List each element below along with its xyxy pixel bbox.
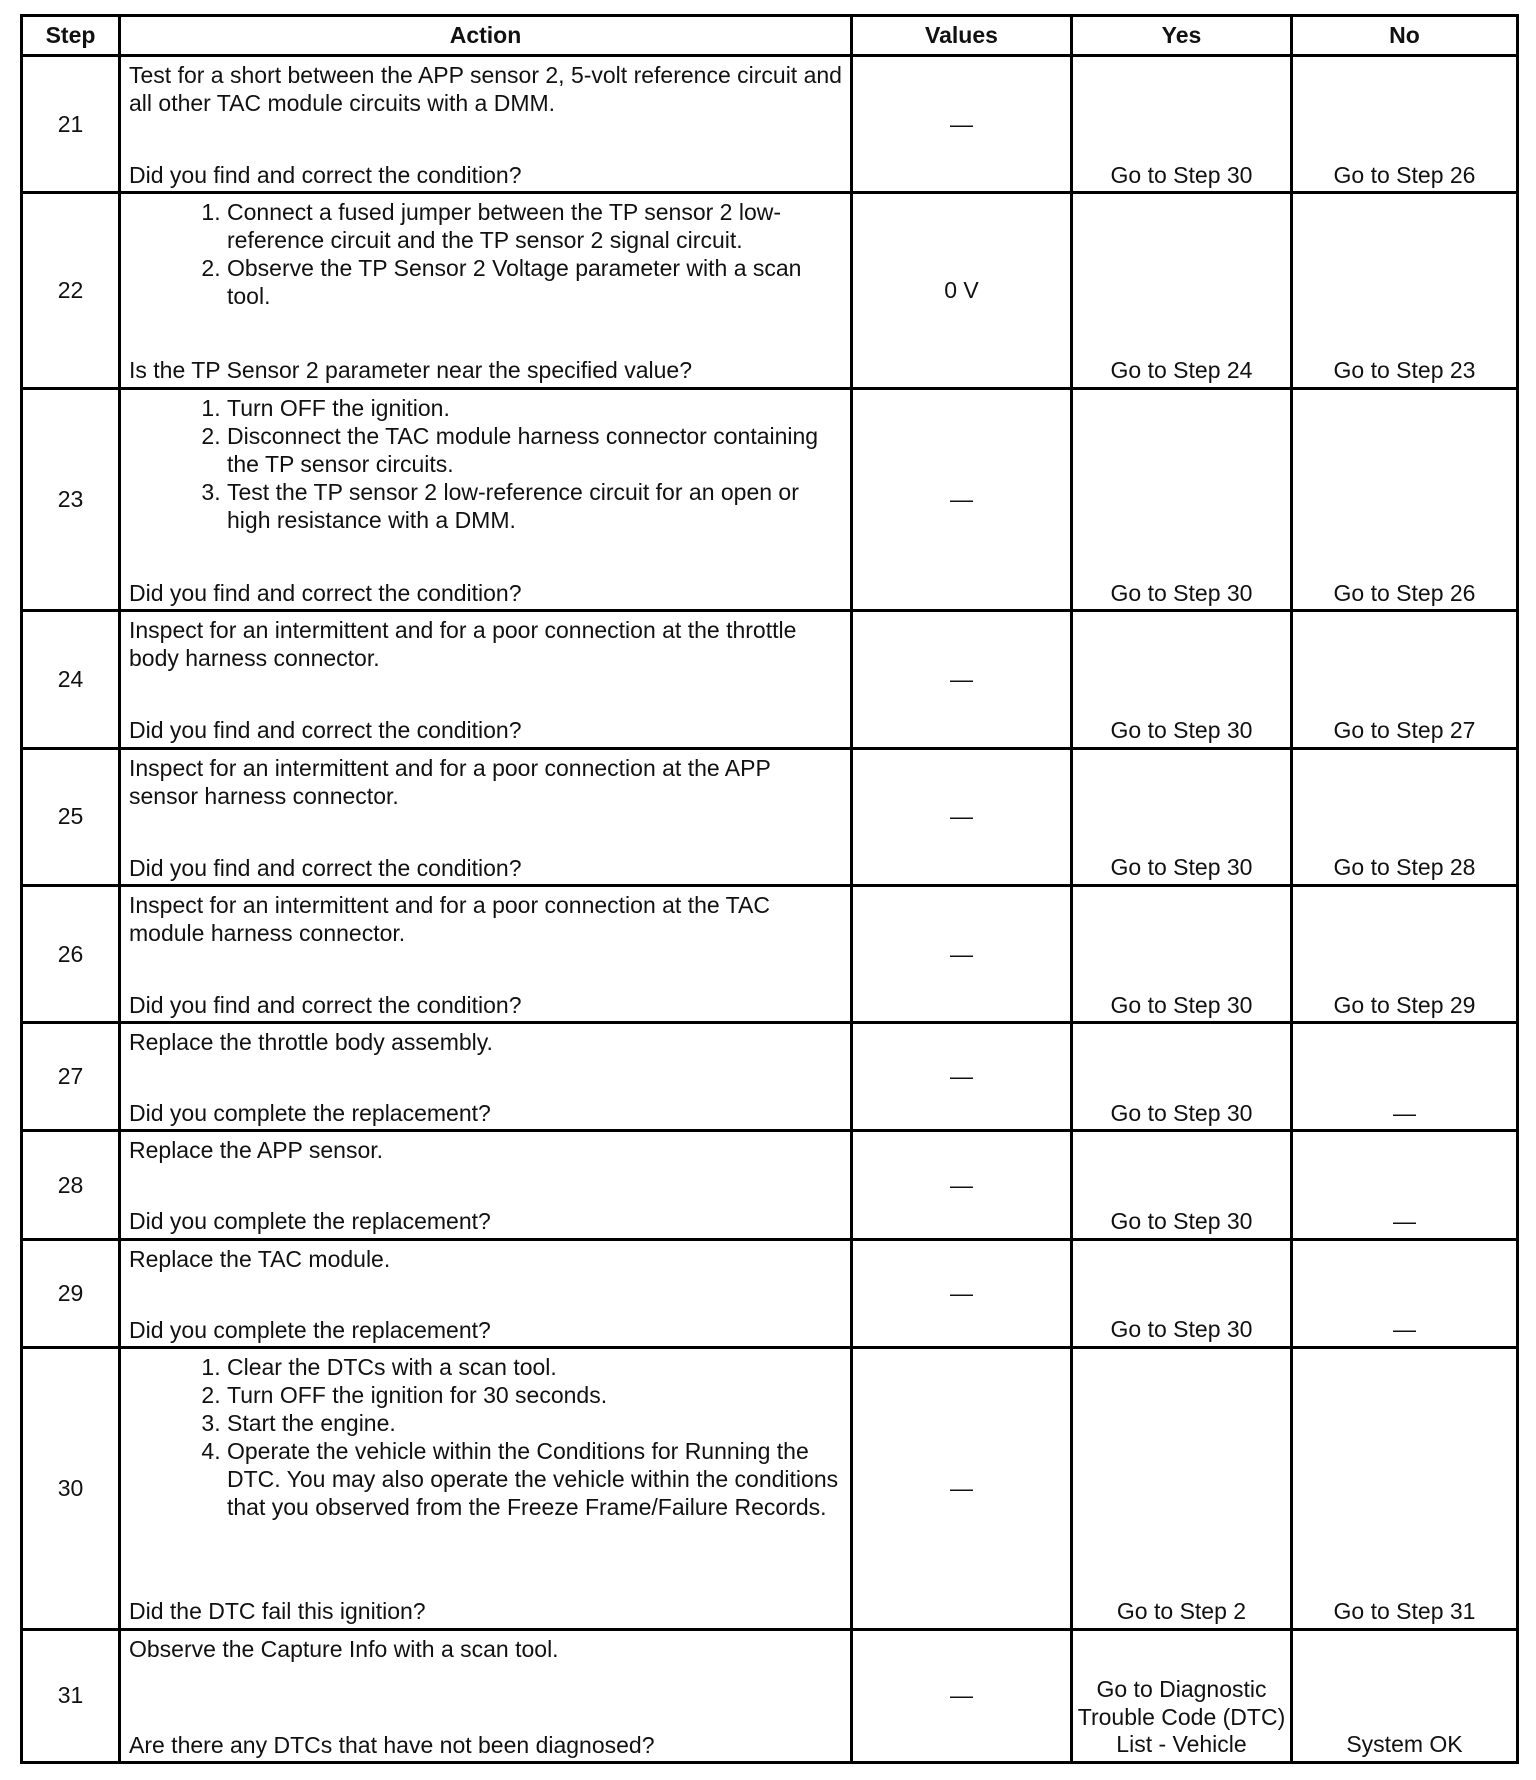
no-cell: Go to Step 27 <box>1292 611 1518 748</box>
table-row <box>22 1347 1518 1629</box>
action-question: Did you find and correct the condition? <box>129 717 522 744</box>
action-cell <box>120 1629 852 1762</box>
table-row <box>22 1131 1518 1239</box>
action-text: Replace the APP sensor. <box>129 1137 384 1164</box>
action-text: Replace the TAC module. <box>129 1245 391 1272</box>
value-cell: — <box>852 1347 1072 1629</box>
no-cell: Go to Step 28 <box>1292 748 1518 885</box>
yes-cell: Go to Step 24 <box>1072 193 1292 388</box>
header-yes: Yes <box>1072 16 1292 56</box>
step-number: 31 <box>22 1629 120 1762</box>
action-cell <box>120 56 852 193</box>
value-cell: — <box>852 388 1072 611</box>
yes-cell: Go to Step 30 <box>1072 1239 1292 1347</box>
step-number: 24 <box>22 611 120 748</box>
value-cell: — <box>852 885 1072 1022</box>
action-question: Did you complete the replacement? <box>129 1316 491 1343</box>
no-cell: System OK <box>1292 1629 1518 1762</box>
table-row <box>22 1239 1518 1347</box>
action-text: Replace the throttle body assembly. <box>129 1029 493 1056</box>
no-cell: Go to Step 29 <box>1292 885 1518 1022</box>
value-cell: — <box>852 1239 1072 1347</box>
action-text: Test for a short between the APP sensor 2, 5-volt reference circuit and all other TAC module circuits with a DMM. <box>129 62 842 117</box>
no-cell: — <box>1292 1023 1518 1131</box>
yes-cell: Go to Step 30 <box>1072 885 1292 1022</box>
table-row <box>22 193 1518 388</box>
action-cell <box>120 388 852 611</box>
value-cell: — <box>852 748 1072 885</box>
action-question: Did you find and correct the condition? <box>129 161 522 188</box>
action-cell <box>120 1347 852 1629</box>
action-question: Did you complete the replacement? <box>129 1208 491 1235</box>
yes-cell: Go to Step 30 <box>1072 388 1292 611</box>
procedure-list <box>129 394 844 534</box>
procedure-item: 2. Observe the TP Sensor 2 Voltage parameter with a scan tool. <box>227 254 844 310</box>
action-question: Did the DTC fail this ignition? <box>129 1597 426 1624</box>
procedure-item: 3. Test the TP sensor 2 low-reference circuit for an open or high resistance with a DMM. <box>227 478 844 534</box>
action-text: Inspect for an intermittent and for a poor connection at the throttle body harness connector. <box>129 617 797 672</box>
no-cell: — <box>1292 1131 1518 1239</box>
header-step: Step <box>22 16 120 56</box>
header-action: Action <box>120 16 852 56</box>
step-number: 27 <box>22 1023 120 1131</box>
action-text: Inspect for an intermittent and for a poor connection at the APP sensor harness connector. <box>129 754 771 809</box>
action-question: Is the TP Sensor 2 parameter near the specified value? <box>129 357 692 384</box>
action-cell <box>120 748 852 885</box>
action-text: Inspect for an intermittent and for a poor connection at the TAC module harness connector. <box>129 891 770 946</box>
procedure-list <box>129 1353 844 1521</box>
action-question: Did you complete the replacement? <box>129 1100 491 1127</box>
step-number: 22 <box>22 193 120 388</box>
procedure-item: 2. Disconnect the TAC module harness connector containing the TP sensor circuits. <box>227 422 844 478</box>
value-cell: — <box>852 56 1072 193</box>
action-question: Did you find and correct the condition? <box>129 991 522 1018</box>
value-cell: — <box>852 1629 1072 1762</box>
table-row <box>22 1629 1518 1762</box>
header-no: No <box>1292 16 1518 56</box>
no-cell: Go to Step 26 <box>1292 56 1518 193</box>
procedure-item: 1. Clear the DTCs with a scan tool. <box>227 1353 844 1381</box>
value-cell: — <box>852 611 1072 748</box>
action-question: Are there any DTCs that have not been diagnosed? <box>129 1731 655 1758</box>
action-cell <box>120 885 852 1022</box>
yes-cell: Go to Step 30 <box>1072 1131 1292 1239</box>
action-cell <box>120 1023 852 1131</box>
diagnostic-table <box>20 14 1519 1764</box>
header-row <box>22 16 1518 56</box>
procedure-list <box>129 198 844 310</box>
action-text: Observe the Capture Info with a scan tool. <box>129 1635 559 1662</box>
procedure-item: 4. Operate the vehicle within the Conditions for Running the DTC. You may also operate the vehicle within the conditions that you observed from the Freeze Frame/Failure Records. <box>227 1437 844 1521</box>
value-cell: — <box>852 1131 1072 1239</box>
step-number: 26 <box>22 885 120 1022</box>
action-cell <box>120 1131 852 1239</box>
step-number: 30 <box>22 1347 120 1629</box>
action-cell <box>120 611 852 748</box>
yes-cell: Go to Step 30 <box>1072 611 1292 748</box>
yes-cell: Go to Step 30 <box>1072 1023 1292 1131</box>
table-row <box>22 748 1518 885</box>
yes-cell: Go to Step 30 <box>1072 748 1292 885</box>
no-cell: Go to Step 26 <box>1292 388 1518 611</box>
action-cell <box>120 1239 852 1347</box>
no-cell: Go to Step 31 <box>1292 1347 1518 1629</box>
action-cell <box>120 193 852 388</box>
value-cell: 0 V <box>852 193 1072 388</box>
yes-cell: Go to Diagnostic Trouble Code (DTC) List - Vehicle <box>1072 1629 1292 1762</box>
procedure-item: 3. Start the engine. <box>227 1409 844 1437</box>
no-cell: — <box>1292 1239 1518 1347</box>
no-cell: Go to Step 23 <box>1292 193 1518 388</box>
table-row <box>22 885 1518 1022</box>
action-question: Did you find and correct the condition? <box>129 854 522 881</box>
step-number: 23 <box>22 388 120 611</box>
step-number: 21 <box>22 56 120 193</box>
header-values: Values <box>852 16 1072 56</box>
step-number: 25 <box>22 748 120 885</box>
step-number: 28 <box>22 1131 120 1239</box>
procedure-item: 1. Connect a fused jumper between the TP sensor 2 low-reference circuit and the TP sensor 2 signal circuit. <box>227 198 844 254</box>
table-row <box>22 611 1518 748</box>
procedure-item: 2. Turn OFF the ignition for 30 seconds. <box>227 1381 844 1409</box>
value-cell: — <box>852 1023 1072 1131</box>
table-row <box>22 56 1518 193</box>
table-row <box>22 388 1518 611</box>
yes-cell: Go to Step 30 <box>1072 56 1292 193</box>
procedure-item: 1. Turn OFF the ignition. <box>227 394 844 422</box>
yes-cell: Go to Step 2 <box>1072 1347 1292 1629</box>
action-question: Did you find and correct the condition? <box>129 579 522 606</box>
table-row <box>22 1023 1518 1131</box>
step-number: 29 <box>22 1239 120 1347</box>
